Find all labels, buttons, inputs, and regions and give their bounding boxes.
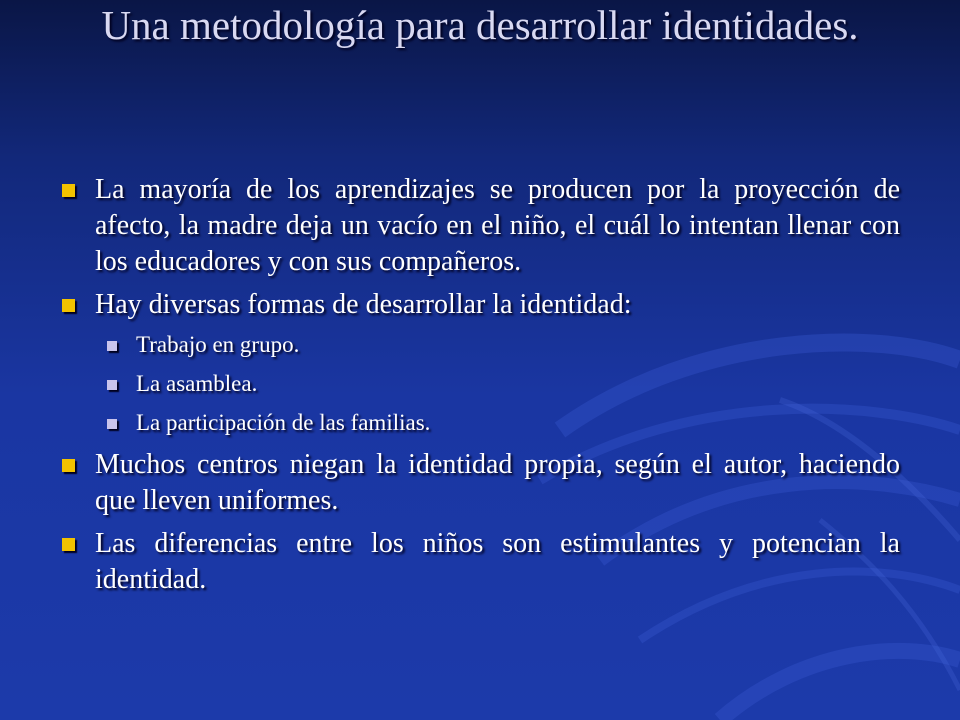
square-bullet-icon <box>62 184 75 197</box>
bullet-text: Hay diversas formas de desarrollar la identidad: <box>95 289 632 320</box>
bullet-item <box>62 287 900 323</box>
square-sub-bullet-icon <box>107 419 117 429</box>
sub-bullet-text: Trabajo en grupo. <box>136 332 300 357</box>
bullet-text: Las diferencias entre los niños son estimulantes y potencian la identidad. <box>95 528 900 595</box>
sub-bullet-item <box>62 369 900 399</box>
slide-content <box>62 172 900 605</box>
sub-bullet-text: La asamblea. <box>136 371 258 396</box>
bullet-item <box>62 172 900 280</box>
square-bullet-icon <box>62 299 75 312</box>
square-sub-bullet-icon <box>107 380 117 390</box>
bullet-item <box>62 447 900 519</box>
bullet-text: Muchos centros niegan la identidad propia, según el autor, haciendo que lleven uniformes. <box>95 449 900 516</box>
sub-bullet-item <box>62 330 900 360</box>
sub-bullet-text: La participación de las familias. <box>136 410 431 435</box>
square-bullet-icon <box>62 459 75 472</box>
sub-bullet-item <box>62 408 900 438</box>
square-sub-bullet-icon <box>107 341 117 351</box>
bullet-text: La mayoría de los aprendizajes se producen por la proyección de afecto, la madre deja un vacío en el niño, el cuál lo intentan llenar con los educadores y con sus compañeros. <box>95 174 900 277</box>
bullet-item <box>62 526 900 598</box>
square-bullet-icon <box>62 538 75 551</box>
slide-title: Una metodología para desarrollar identidades. <box>101 2 859 48</box>
